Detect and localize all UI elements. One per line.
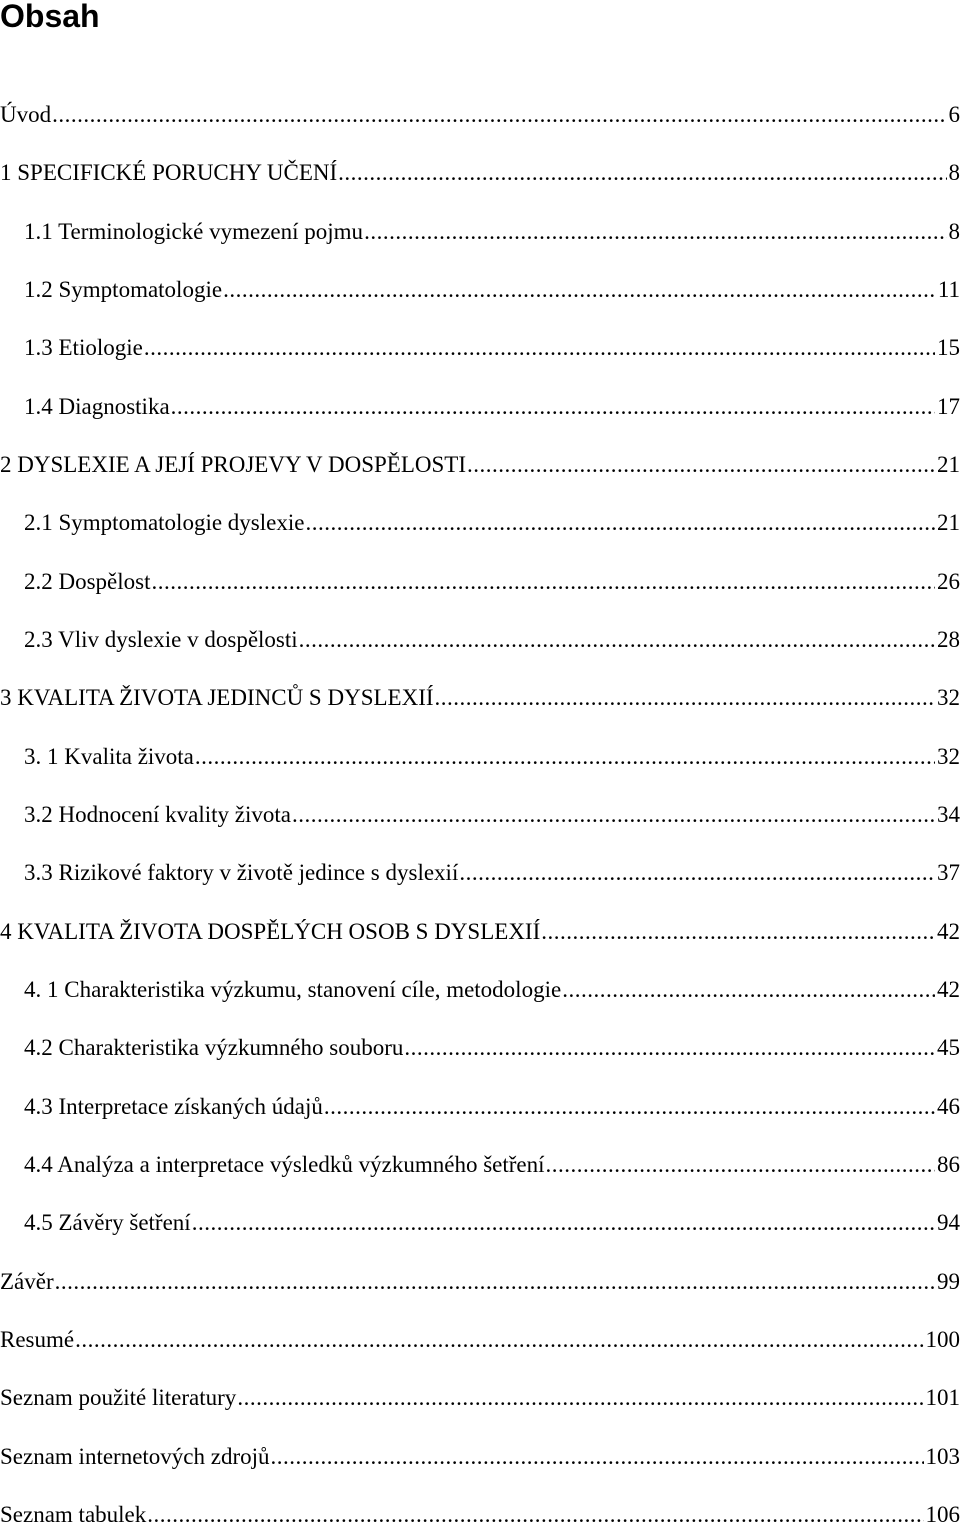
toc-entry[interactable] [0, 450, 960, 480]
toc-entry-page-number: 99 [935, 1267, 960, 1297]
toc-entry-page-number: 37 [935, 858, 960, 888]
toc-dot-leader [195, 742, 935, 772]
toc-entry-label: 3. 1 Kvalita života [24, 742, 195, 772]
toc-entry-label: 1.3 Etiologie [24, 333, 144, 363]
toc-dot-leader [52, 100, 946, 130]
toc-entry-label: 3.3 Rizikové faktory v životě jedince s dyslexií [24, 858, 459, 888]
toc-entry-label: 3 KVALITA ŽIVOTA JEDINCŮ S DYSLEXIÍ [0, 683, 435, 713]
toc-entry-label: 4.2 Charakteristika výzkumného souboru [24, 1033, 404, 1063]
toc-dot-leader [562, 975, 935, 1005]
toc-dot-leader [171, 392, 935, 422]
toc-entry[interactable] [24, 742, 960, 772]
toc-entry-page-number: 21 [935, 450, 960, 480]
toc-dot-leader [271, 1442, 924, 1472]
toc-entry[interactable] [0, 158, 960, 188]
toc-entry-page-number: 94 [935, 1208, 960, 1238]
toc-entry-page-number: 6 [947, 100, 960, 130]
toc-entry-page-number: 17 [935, 392, 960, 422]
toc-entry[interactable] [24, 1092, 960, 1122]
toc-entry-label: Seznam použité literatury [0, 1383, 237, 1413]
toc-entry-label: Úvod [0, 100, 52, 130]
toc-entry-label: 4 KVALITA ŽIVOTA DOSPĚLÝCH OSOB S DYSLEXIÍ [0, 917, 541, 947]
toc-entry[interactable] [0, 683, 960, 713]
toc-entry[interactable] [0, 1383, 960, 1413]
toc-entry[interactable] [24, 217, 960, 247]
toc-entry[interactable] [24, 1208, 960, 1238]
toc-entry-page-number: 103 [924, 1442, 960, 1472]
toc-entry-label: 1.4 Diagnostika [24, 392, 171, 422]
toc-entry[interactable] [24, 858, 960, 888]
toc-entry-label: Resumé [0, 1325, 75, 1355]
toc-entry[interactable] [0, 917, 960, 947]
toc-entry-label: 4. 1 Charakteristika výzkumu, stanovení cíle, metodologie [24, 975, 562, 1005]
toc-entry-label: Seznam tabulek [0, 1500, 147, 1530]
toc-dot-leader [467, 450, 935, 480]
toc-entry-label: Závěr [0, 1267, 55, 1297]
toc-dot-leader [546, 1150, 935, 1180]
toc-entry-label: 1.1 Terminologické vymezení pojmu [24, 217, 364, 247]
toc-dot-leader [338, 158, 946, 188]
toc-entry-label: 2 DYSLEXIE A JEJÍ PROJEVY V DOSPĚLOSTI [0, 450, 467, 480]
toc-entry[interactable] [0, 1442, 960, 1472]
toc-entry[interactable] [24, 800, 960, 830]
toc-dot-leader [237, 1383, 923, 1413]
toc-entry-label: 4.5 Závěry šetření [24, 1208, 192, 1238]
toc-dot-leader [305, 508, 935, 538]
toc-entry[interactable] [0, 1325, 960, 1355]
toc-entry-label: 2.1 Symptomatologie dyslexie [24, 508, 305, 538]
toc-entry-page-number: 101 [924, 1383, 960, 1413]
toc-entry-page-number: 100 [924, 1325, 960, 1355]
toc-entry-label: Seznam internetových zdrojů [0, 1442, 271, 1472]
toc-entry[interactable] [24, 333, 960, 363]
toc-entry-page-number: 34 [935, 800, 960, 830]
toc-dot-leader [459, 858, 935, 888]
toc-entry-label: 2.2 Dospělost [24, 567, 152, 597]
toc-entry-label: 2.3 Vliv dyslexie v dospělosti [24, 625, 299, 655]
toc-entry[interactable] [24, 625, 960, 655]
toc-dot-leader [223, 275, 936, 305]
toc-entry-page-number: 86 [935, 1150, 960, 1180]
toc-entry-label: 1.2 Symptomatologie [24, 275, 223, 305]
toc-entry-page-number: 32 [935, 742, 960, 772]
toc-entry-page-number: 8 [947, 217, 960, 247]
toc-dot-leader [541, 917, 935, 947]
toc-entry[interactable] [24, 1150, 960, 1180]
toc-entry-page-number: 46 [935, 1092, 960, 1122]
toc-entry-page-number: 42 [935, 975, 960, 1005]
toc-entry[interactable] [24, 392, 960, 422]
toc-entry-page-number: 42 [935, 917, 960, 947]
toc-entry-label: 4.3 Interpretace získaných údajů [24, 1092, 324, 1122]
toc-entry-page-number: 8 [947, 158, 960, 188]
toc-entry-page-number: 28 [935, 625, 960, 655]
toc-dot-leader [364, 217, 946, 247]
toc-entry[interactable] [24, 508, 960, 538]
toc-entry[interactable] [24, 1033, 960, 1063]
toc-dot-leader [147, 1500, 923, 1530]
toc-entry-page-number: 11 [936, 275, 960, 305]
toc-entry-label: 1 SPECIFICKÉ PORUCHY UČENÍ [0, 158, 338, 188]
toc-dot-leader [152, 567, 936, 597]
toc-dot-leader [55, 1267, 935, 1297]
toc-entry-page-number: 15 [935, 333, 960, 363]
toc-entry-page-number: 21 [935, 508, 960, 538]
toc-entry-page-number: 26 [935, 567, 960, 597]
toc-dot-leader [404, 1033, 935, 1063]
toc-dot-leader [292, 800, 935, 830]
toc-entry[interactable] [0, 1267, 960, 1297]
toc-entry[interactable] [24, 975, 960, 1005]
toc-entry[interactable] [24, 567, 960, 597]
toc-entry-label: 3.2 Hodnocení kvality života [24, 800, 292, 830]
toc-dot-leader [192, 1208, 935, 1238]
toc-heading: Obsah [0, 0, 100, 38]
toc-entry-page-number: 45 [935, 1033, 960, 1063]
toc-entry-label: 4.4 Analýza a interpretace výsledků výzkumného šetření [24, 1150, 546, 1180]
toc-entry-page-number: 32 [935, 683, 960, 713]
toc-dot-leader [435, 683, 935, 713]
toc-dot-leader [144, 333, 935, 363]
toc-entry-page-number: 106 [924, 1500, 960, 1530]
toc-entry[interactable] [24, 275, 960, 305]
toc-entry[interactable] [0, 100, 960, 130]
toc-dot-leader [75, 1325, 923, 1355]
toc-entry[interactable] [0, 1500, 960, 1530]
toc-dot-leader [324, 1092, 935, 1122]
toc-dot-leader [299, 625, 935, 655]
